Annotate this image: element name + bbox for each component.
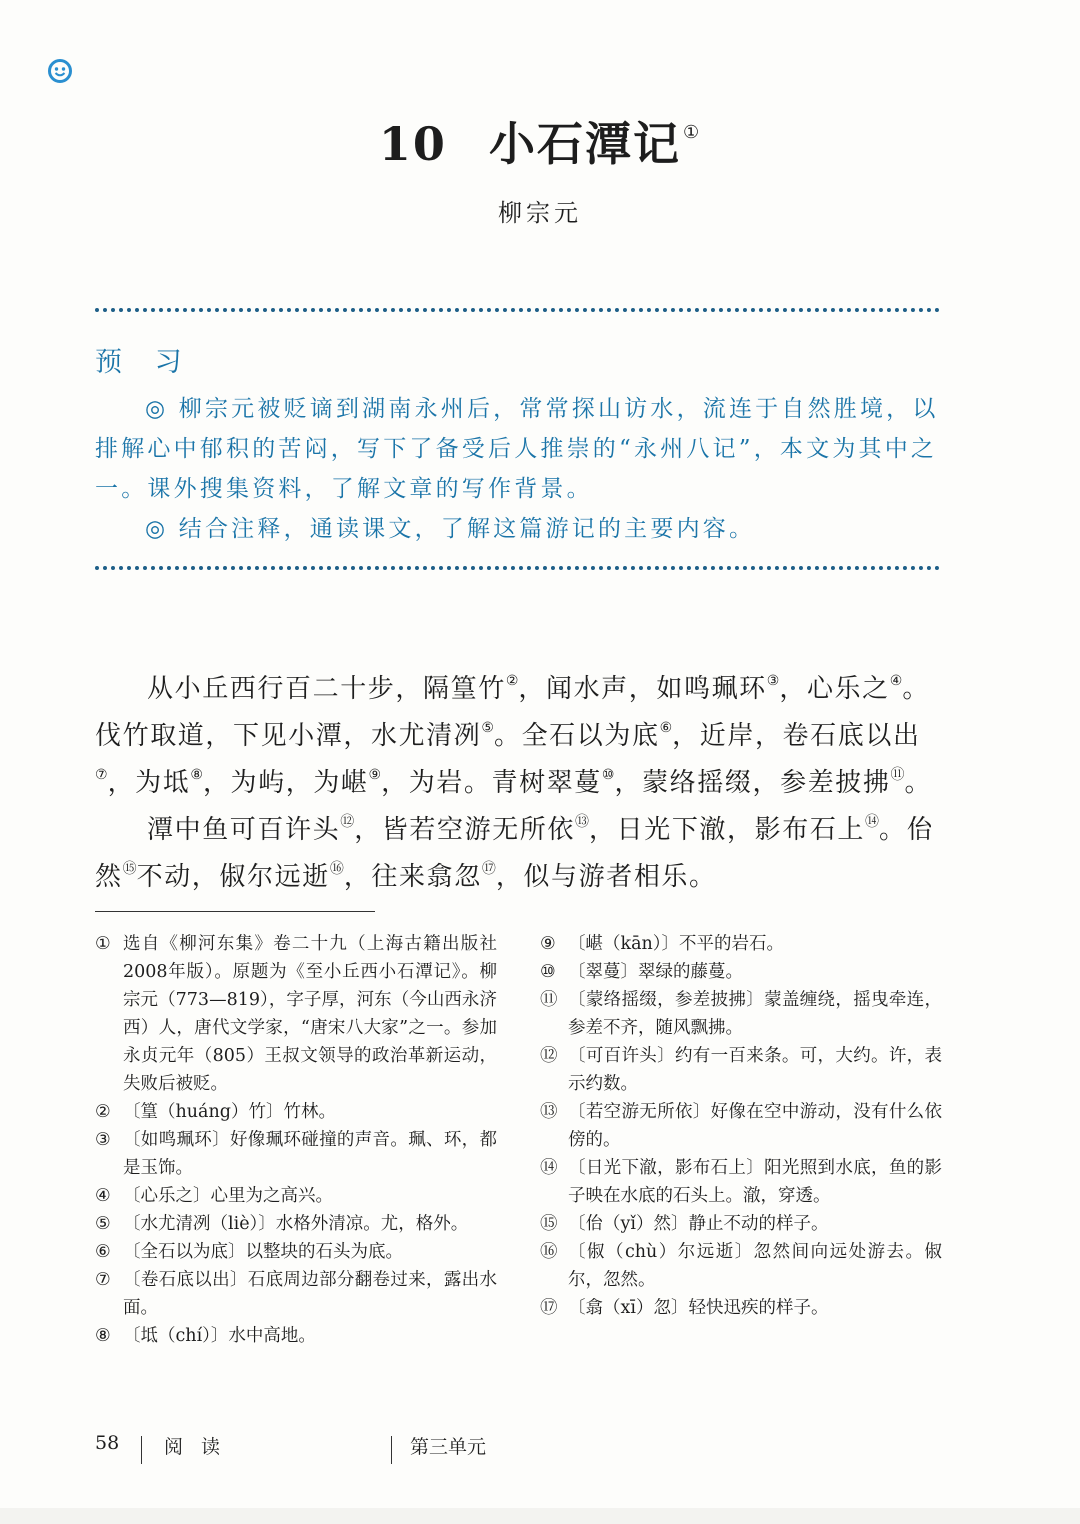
footnote-ref[interactable]: ⑪: [890, 767, 905, 783]
footnote-text: 〔卷石底以出〕石底周边部分翻卷过来，露出水面。: [123, 1270, 497, 1318]
preview-label: 预 习: [95, 347, 194, 378]
footnote: [95, 1238, 497, 1266]
footnote: [540, 1042, 942, 1098]
footnote-text: 〔翕（xī）忽〕轻快迅疾的样子。: [568, 1298, 829, 1318]
footnote-ref[interactable]: ⑰: [481, 861, 496, 877]
footnote-ref[interactable]: ⑧: [190, 767, 203, 783]
footnote-text: 〔如鸣珮环〕好像珮环碰撞的声音。珮、环，都是玉饰。: [123, 1130, 497, 1178]
main-text: [95, 662, 945, 897]
footnote-text: 〔篁（huáng）竹〕竹林。: [123, 1102, 336, 1122]
footnote-marker: ③: [95, 1130, 111, 1150]
text-segment: 。全石以为底: [493, 721, 660, 751]
preview-bottom-divider: [95, 566, 940, 570]
footnote-text: 选自《柳河东集》卷二十九（上海古籍出版社2008年版）。原题为《至小丘西小石潭记》。柳宗元（773—819），字子厚，河东（今山西永济西）人，唐代文学家，“唐宋八大家”之一。参加永贞元年（805）王叔文领导的政治革新运动，失败后被贬。: [123, 934, 497, 1094]
footer-section: 阅 读: [164, 1436, 227, 1458]
text-segment: ，为岩。青树翠蔓: [381, 768, 602, 798]
footnote: [95, 1210, 497, 1238]
footnote-ref[interactable]: ②: [505, 673, 519, 689]
footnote-ref[interactable]: ⑭: [865, 814, 880, 830]
footnote-marker: ⑦: [95, 1270, 111, 1290]
footnote-text: 〔若空游无所依〕好像在空中游动，没有什么依傍的。: [568, 1102, 942, 1150]
lesson-number: 10: [378, 117, 447, 171]
text-segment: 。: [904, 768, 933, 798]
footnote-text: 〔嵁（kān）〕不平的岩石。: [568, 934, 785, 954]
footnote: [95, 1322, 497, 1350]
footnote-text: 〔可百许头〕约有一百来条。可，大约。许，表示约数。: [568, 1046, 942, 1094]
text-segment: ，为屿，为嵁: [202, 768, 369, 798]
footnote: [540, 1238, 942, 1294]
footnote-ref[interactable]: ③: [766, 673, 780, 689]
footnote-rule: [95, 911, 375, 912]
footer-unit: 第三单元: [410, 1436, 487, 1458]
footer-separator: [391, 1436, 392, 1464]
lesson-title-text: 小石潭记: [488, 117, 681, 171]
footnote-marker: ①: [95, 934, 111, 954]
smiley-icon: [47, 58, 73, 84]
preview-box: [95, 340, 940, 549]
footnote-ref[interactable]: ⑫: [340, 814, 355, 830]
footnote-text: 〔心乐之〕心里为之高兴。: [123, 1186, 333, 1206]
footnote: [95, 1126, 497, 1182]
footnote: [540, 1210, 942, 1238]
text-segment: 。佁然: [95, 815, 935, 892]
footnote-marker: ⑪: [540, 990, 558, 1010]
lesson-title: [0, 108, 1080, 174]
footnote-text: 〔全石以为底〕以整块的石头为底。: [123, 1242, 403, 1262]
footnote: [95, 1098, 497, 1126]
footnote-ref[interactable]: ⑩: [601, 767, 615, 783]
footnote: [540, 1294, 942, 1322]
footnote: [540, 1154, 942, 1210]
text-segment: ，皆若空游无所依: [354, 815, 576, 845]
title-note-mark: ①: [682, 122, 702, 143]
author: 柳宗元: [498, 199, 582, 227]
preview-item: ◎ 结合注释，通读课文，了解这篇游记的主要内容。: [145, 516, 756, 542]
footnote-marker: ⑫: [540, 1046, 558, 1066]
footnote: [540, 930, 942, 958]
text-segment: ，似与游者相乐。: [495, 862, 717, 892]
footnotes-left-column: [95, 930, 497, 1350]
footnote-text: 〔蒙络摇缀，参差披拂〕蒙盖缠绕，摇曳牵连，参差不齐，随风飘拂。: [568, 990, 942, 1038]
footnote-marker: ④: [95, 1186, 111, 1206]
footnote-marker: ⑧: [95, 1326, 111, 1346]
footnote-ref[interactable]: ④: [889, 673, 903, 689]
footnote-marker: ⑰: [540, 1298, 558, 1318]
footnote: [95, 1266, 497, 1322]
footnote-text: 〔俶（chù）尔远逝〕忽然间向远处游去。俶尔，忽然。: [568, 1242, 942, 1290]
paragraph: [95, 662, 945, 803]
text-segment: ，蒙络摇缀，参差披拂: [614, 768, 891, 798]
text-segment: ，近岸，卷石底以出: [672, 721, 921, 751]
footnote-text: 〔日光下澈，影布石上〕阳光照到水底，鱼的影子映在水底的石头上。澈，穿透。: [568, 1158, 942, 1206]
paragraph: [95, 803, 945, 897]
footnotes-right-column: [540, 930, 942, 1322]
footnote-text: 〔翠蔓〕翠绿的藤蔓。: [568, 962, 743, 982]
text-segment: ，往来翕忽: [343, 862, 482, 892]
footnote: [540, 958, 942, 986]
footnote-marker: ⑯: [540, 1242, 558, 1262]
footnote-marker: ⑮: [540, 1214, 558, 1234]
page-number: 58: [95, 1432, 120, 1454]
footer-separator: [141, 1436, 142, 1464]
text-segment: ，心乐之: [779, 674, 890, 704]
footnote-ref[interactable]: ⑬: [575, 814, 590, 830]
footnote-marker: ⑭: [540, 1158, 558, 1178]
footnote-text: 〔水尤清冽（liè）〕水格外清凉。尤，格外。: [123, 1214, 469, 1234]
footnote-marker: ②: [95, 1102, 111, 1122]
text-segment: ，闻水声，如鸣珮环: [518, 674, 767, 704]
text-segment: 。伐竹取道，下见小潭，水尤清冽: [95, 674, 930, 751]
footnote-ref[interactable]: ⑮: [122, 861, 137, 877]
preview-item: ◎ 柳宗元被贬谪到湖南永州后，常常探山访水，流连于自然胜境，以排解心中郁积的苦闷，写下了备受后人推崇的“永州八记”，本文为其中之一。课外搜集资料，了解文章的写作背景。: [95, 396, 939, 502]
footnote: [95, 1182, 497, 1210]
footnote-marker: ⑬: [540, 1102, 558, 1122]
text-segment: ，日光下澈，影布石上: [589, 815, 866, 845]
footnote-ref[interactable]: ⑤: [481, 720, 494, 736]
footnote-marker: ⑨: [540, 934, 556, 954]
footnote-ref[interactable]: ⑥: [659, 720, 673, 736]
footnote-ref[interactable]: ⑨: [368, 767, 382, 783]
footnote-text: 〔坻（chí）〕水中高地。: [123, 1326, 316, 1346]
footnote: [540, 1098, 942, 1154]
footnote: [540, 986, 942, 1042]
footnote: [95, 930, 497, 1098]
footnote-marker: ⑩: [540, 962, 556, 982]
preview-top-divider: [95, 308, 940, 312]
footnote-ref[interactable]: ⑦: [95, 767, 108, 783]
footnote-marker: ⑤: [95, 1214, 111, 1234]
footnote-marker: ⑥: [95, 1242, 111, 1262]
text-segment: 从小丘西行百二十步，隔篁竹: [147, 674, 506, 704]
text-segment: 潭中鱼可百许头: [147, 815, 341, 845]
footnote-ref[interactable]: ⑯: [329, 861, 344, 877]
text-segment: 不动，俶尔远逝: [136, 862, 330, 892]
footnote-text: 〔佁（yǐ）然〕静止不动的样子。: [568, 1214, 829, 1234]
page-bottom-band: [0, 1508, 1080, 1524]
text-segment: ，为坻: [107, 768, 191, 798]
